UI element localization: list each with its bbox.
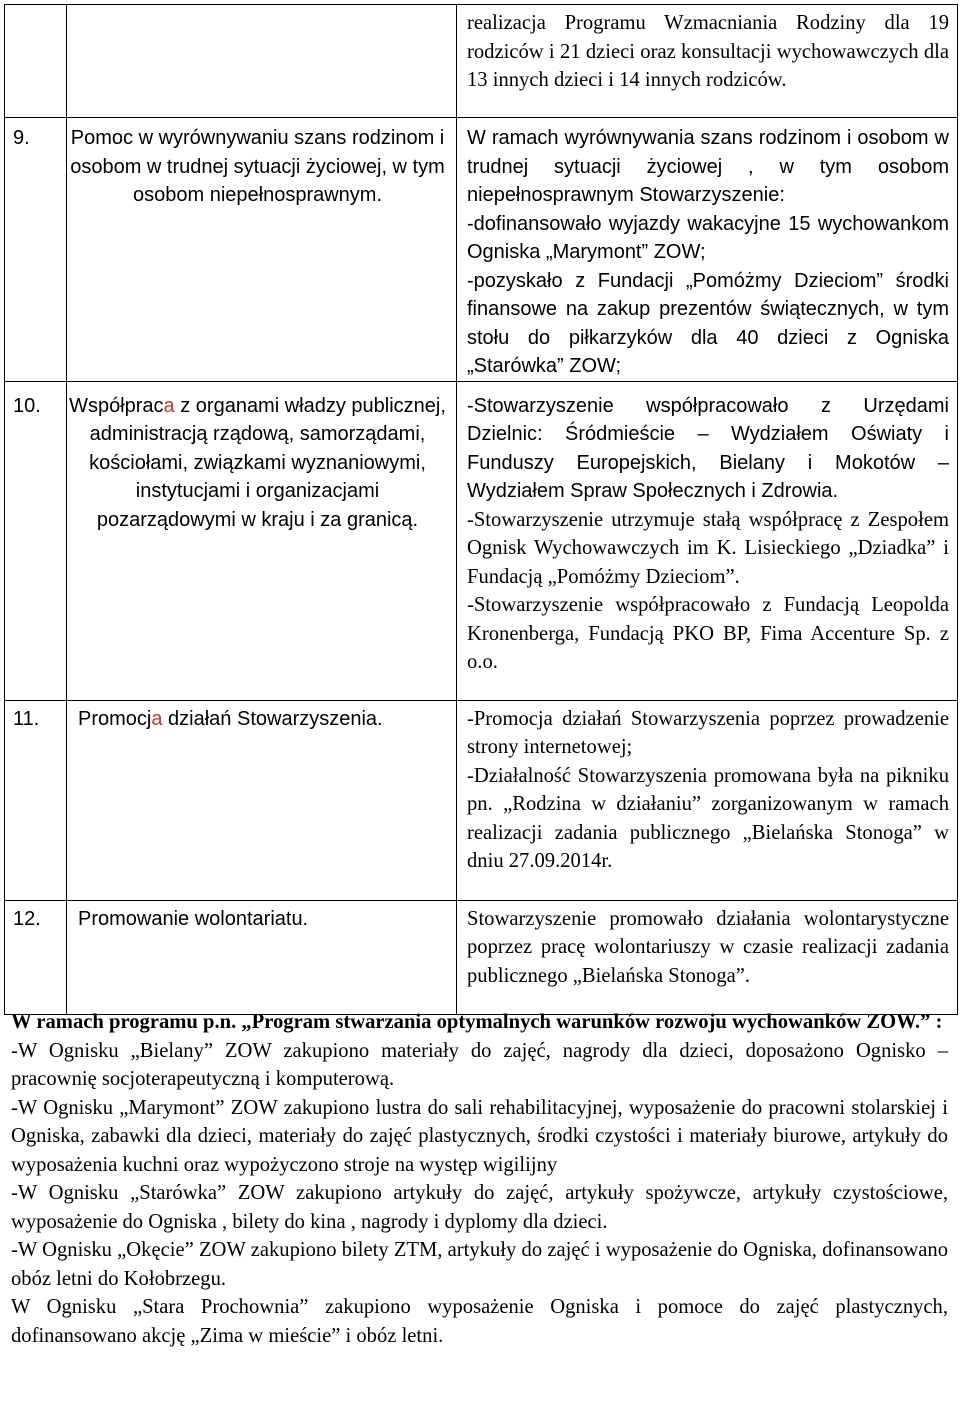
table-row [5, 900, 958, 1014]
row-label: Promowanie wolontariatu. [78, 907, 309, 930]
row-number-cell [5, 900, 67, 1014]
row-label-cell [67, 381, 457, 700]
section-heading: W ramach programu p.n. „Program stwarzania optymalnych warunków rozwoju wychowanków ZOW.” : [11, 1011, 943, 1033]
activities-table [4, 4, 958, 1015]
program-section [11, 1008, 948, 1350]
row-description-cell [457, 900, 958, 1014]
row-label-cell [67, 900, 457, 1014]
row-description-line: -pozyskało z Fundacji „Pomóżmy Dzieciom” środki finansowe na zakup prezentów świątecznych, w tym stołu do piłkarzyków dla 40 dzieci z Ogniska „Starówka” ZOW; [467, 269, 949, 377]
row-number-cell [5, 5, 67, 118]
row-description-line: -Stowarzyszenie współpracowało z Urzędami Dzielnic: Śródmieście – Wydziałem Oświaty i Funduszy Europejskich, Bielany i Mokotów – Wydziałem Spraw Społecznych i Zdrowia. [467, 394, 949, 502]
paragraph: -W Ognisku „Okęcie” ZOW zakupiono bilety ZTM, artykuły do zajęć i wyposażenie do Ogniska, dofinansowano obóz letni do Kołobrzegu. [11, 1239, 948, 1290]
row-number-cell [5, 700, 67, 900]
row-description-line: -Stowarzyszenie współpracowało z Fundacją Leopolda Kronenberga, Fundacją PKO BP, Fima Accenture Sp. z o.o. [467, 594, 949, 673]
row-description-line: -dofinansowało wyjazdy wakacyjne 15 wychowankom Ogniska „Marymont” ZOW; [467, 212, 949, 263]
paragraph: -W Ognisku „Marymont” ZOW zakupiono lustra do sali rehabilitacyjnej, wyposażenie do pracowni stolarskiej i Ogniska, zabawki dla dzieci, materiały do zajęć plastycznych, środki czystości i materiały biurowe, artykuły do wyposażenia kuchni oraz wypożyczono stroje na występ wigilijny [11, 1096, 948, 1176]
row-number: 9. [13, 127, 30, 149]
paragraph: -W Ognisku „Bielany” ZOW zakupiono materiały do zajęć, nagrody dla dzieci, doposażono Ognisko – pracownię socjoterapeutyczną i komputerową. [11, 1039, 948, 1090]
row-description-line: -Promocja działań Stowarzyszenia poprzez prowadzenie strony internetowej; [467, 707, 949, 758]
paragraph: W Ognisku „Stara Prochownia” zakupiono wyposażenie Ogniska i pomoce do zajęć plastycznych, dofinansowano akcję „Zima w mieście” i obóz letni. [11, 1296, 948, 1347]
row-description-cell [457, 5, 958, 118]
table-row [5, 5, 958, 118]
row-description-cell [457, 700, 958, 900]
row-label-cell [67, 700, 457, 900]
row-label: Współpraca z organami władzy publicznej, administracją rządową, samorządami, kościołami, związkami wyznaniowymi, instytucjami i organizacjami pozarządowymi w kraju i za granicą. [69, 394, 446, 531]
table-row [5, 381, 958, 700]
paragraph: -W Ognisku „Starówka” ZOW zakupiono artykuły do zajęć, artykuły spożywcze, artykuły czystościowe, wyposażenie do Ogniska , bilety do kina , nagrody i dyplomy dla dzieci. [11, 1182, 948, 1233]
row-label-cell [67, 5, 457, 118]
row-number-cell [5, 381, 67, 700]
table-row [5, 118, 958, 382]
row-description: Stowarzyszenie promowało działania wolontarystyczne poprzez pracę wolontariuszy w czasie realizacji zadania publicznego „Bielańska Stonoga”. [467, 907, 949, 987]
row-description-cell [457, 118, 958, 382]
row-number: 12. [13, 907, 41, 930]
row-description-cell [457, 381, 958, 700]
row-label: Promocja działań Stowarzyszenia. [78, 707, 383, 730]
row-number-cell [5, 118, 67, 382]
row-description: realizacja Programu Wzmacniania Rodziny dla 19 rodziców i 21 dzieci oraz konsultacji wychowawczych dla 13 innych dzieci i 14 innych rodziców. [467, 12, 949, 91]
row-number: 10. [13, 394, 41, 417]
table-row [5, 700, 958, 900]
row-description-line: W ramach wyrównywania szans rodzinom i osobom w trudnej sytuacji życiowej , w tym osobom niepełnosprawnym Stowarzyszenie: [467, 127, 949, 206]
row-label-cell [67, 118, 457, 382]
row-description-line: -Działalność Stowarzyszenia promowana była na pikniku pn. „Rodzina w działaniu” zorganizowanym w ramach realizacji zadania publicznego „Bielańska Stonoga” w dniu 27.09.2014r. [467, 764, 949, 872]
row-description-line: -Stowarzyszenie utrzymuje stałą współpracę z Zespołem Ognisk Wychowawczych im K. Lisieckiego „Dziadka” i Fundacją „Pomóżmy Dzieciom”. [467, 508, 949, 588]
row-label: Pomoc w wyrównywaniu szans rodzinom i osobom w trudnej sytuacji życiowej, w tym osobom niepełnosprawnym. [70, 127, 445, 206]
row-number: 11. [13, 707, 40, 730]
